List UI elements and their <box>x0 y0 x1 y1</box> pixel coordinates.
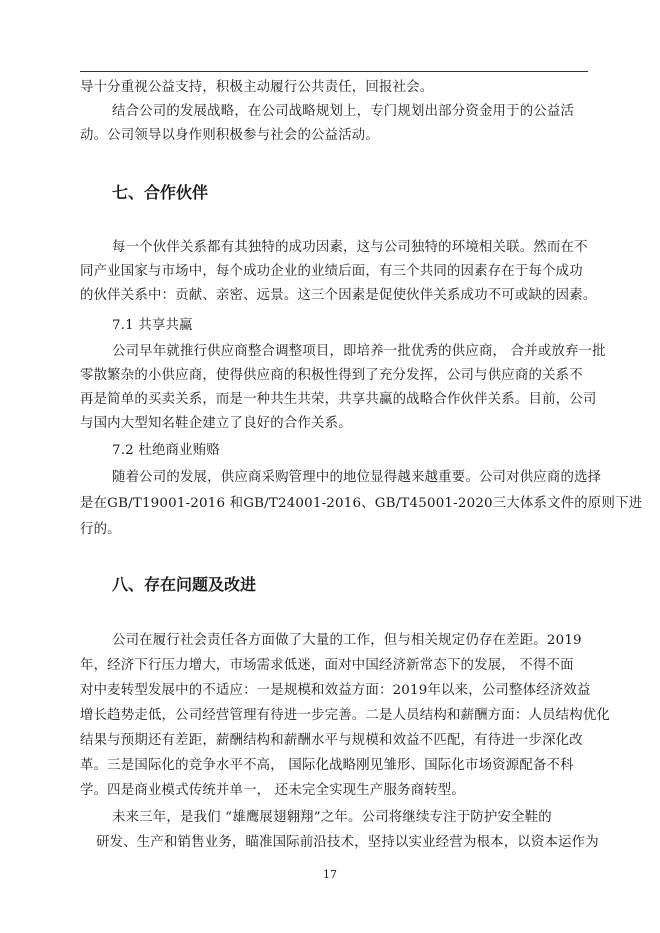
section-8-para2-line-1: 未来三年，是我们 “雄鹰展翅翱翔”之年。公司将继续专注于防护安全鞋的 <box>112 810 552 825</box>
subsection-7-2-title: 7.2 杜绝商业贿赂 <box>112 443 220 458</box>
subsection-7-2-line-2: 是在GB/T19001-2016 和GB/T24001-2016、GB/T45001-2020三大体系文件的原则下进 <box>80 496 643 511</box>
section-8-para1-line-2: 年，经济下行压力增大，市场需求低迷，面对中国经济新常态下的发展， 不得不面 <box>80 658 574 673</box>
subsection-7-1-title: 7.1 共享共赢 <box>112 318 193 333</box>
section-8-para1-line-5: 结果与预期还有差距，薪酬结构和薪酬水平与规模和效益不匹配，有待进一步深化改 <box>80 733 583 748</box>
section-7-para-line-3: 的伙伴关系中：贡献、亲密、远景。这三个因素是促使伙伴关系成功不可或缺的因素。 <box>80 288 597 303</box>
intro-line-1: 导十分重视公益支持，积极主动履行公共责任，回报社会。 <box>80 80 434 95</box>
section-8-para1-line-4: 增长趋势走低，公司经营管理有待进一步完善。二是人员结构和薪酬方面：人员结构优化 <box>80 708 611 723</box>
section-8-para1-line-1: 公司在履行社会责任各方面做了大量的工作，但与相关规定仍存在差距。2019 <box>112 633 582 648</box>
section-8-para1-line-7: 学。四是商业模式传统并单一， 还未完全实现生产服务商转型。 <box>80 783 465 798</box>
subsection-7-1-line-3: 再是简单的买卖关系，而是一种共生共荣，共享共赢的战略合作伙伴关系。目前，公司 <box>80 392 597 407</box>
header-rule <box>80 71 588 72</box>
intro-line-3: 动。公司领导以身作则积极参与社会的公益活动。 <box>80 128 379 143</box>
section-8-para1-line-6: 革。三是国际化的竞争水平不高， 国际化战略刚见雏形、国际化市场资源配备不科 <box>80 758 574 773</box>
section-7-para-line-2: 同产业国家与市场中，每个成功企业的业绩后面，有三个共同的因素存在于每个成功 <box>80 264 583 279</box>
section-8-para2-line-2: 研发、生产和销售业务，瞄准国际前沿技术，坚持以实业经营为根本，以资本运作为 <box>96 835 599 850</box>
section-7-para-line-1: 每一个伙伴关系都有其独特的成功因素，这与公司独特的环境相关联。然而在不 <box>112 240 588 255</box>
subsection-7-1-line-4: 与国内大型知名鞋企建立了良好的合作关系。 <box>80 416 352 431</box>
page-number: 17 <box>323 868 337 881</box>
section-7-heading: 七、合作伙伴 <box>112 183 209 202</box>
intro-line-2: 结合公司的发展战略，在公司战略规划上，专门规划出部分资金用于的公益活 <box>112 104 575 119</box>
section-8-heading: 八、存在问题及改进 <box>112 575 257 594</box>
subsection-7-1-line-1: 公司早年就推行供应商整合调整项目，即培养一批优秀的供应商， 合并或放弃一批 <box>112 344 606 359</box>
subsection-7-2-line-3: 行的。 <box>80 522 121 537</box>
subsection-7-1-line-2: 零散繁杂的小供应商，使得供应商的积极性得到了充分发挥，公司与供应商的关系不 <box>80 368 583 383</box>
section-8-para1-line-3: 对中麦转型发展中的不适应：一是规模和效益方面：2019年以来，公司整体经济效益 <box>80 683 591 698</box>
subsection-7-2-line-1: 随着公司的发展，供应商采购管理中的地位显得越来越重要。公司对供应商的选择 <box>112 470 602 485</box>
